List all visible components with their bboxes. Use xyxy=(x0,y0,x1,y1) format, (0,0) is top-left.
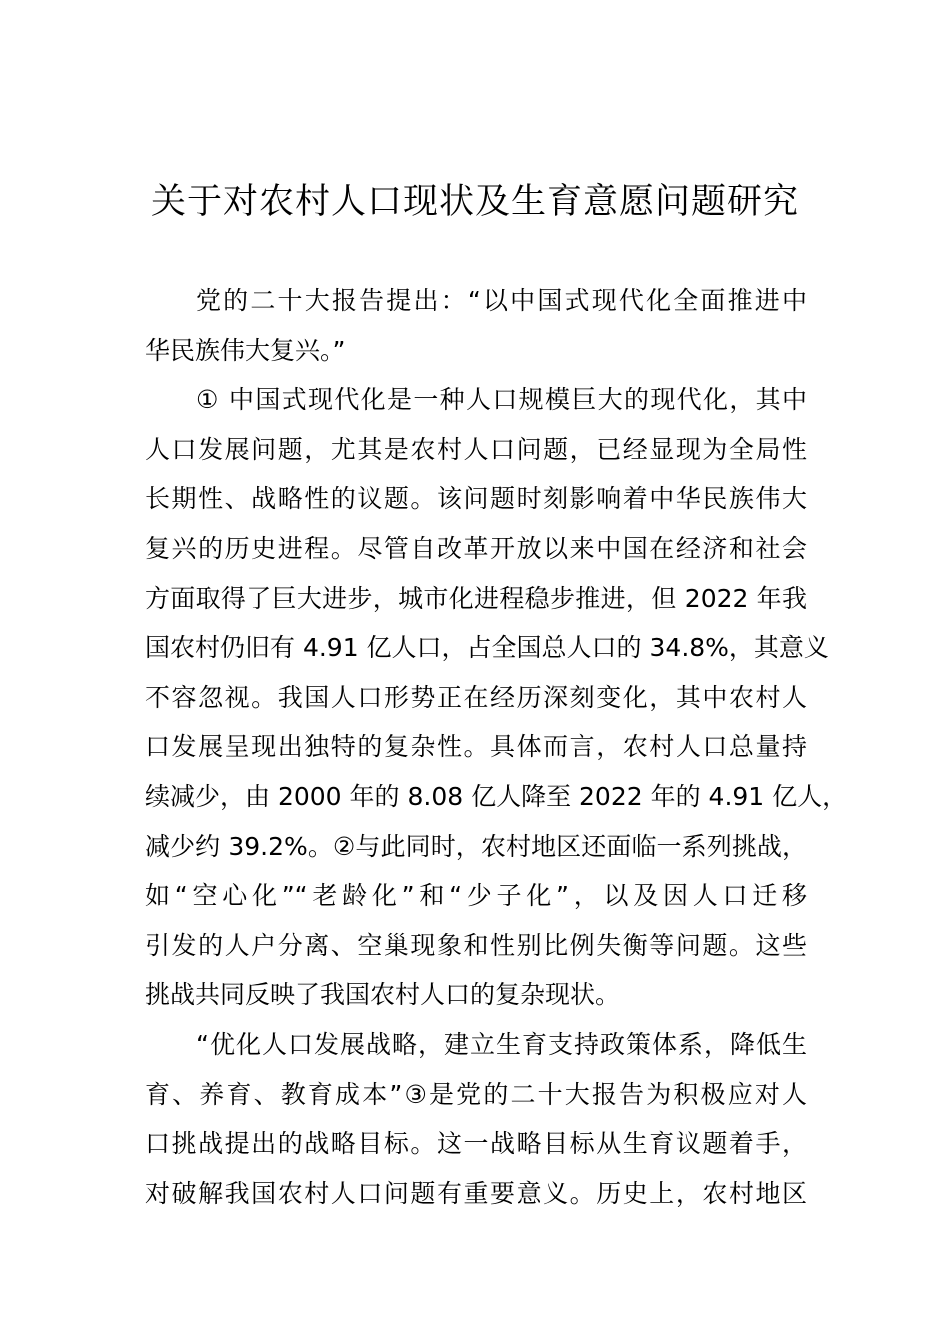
paragraph-2-line-10: 减少约 39.2%。②与此同时，农村地区还面临一系列挑战， xyxy=(145,831,807,861)
paragraph-2-line-1: ① 中国式现代化是一种人口规模巨大的现代化，其中 xyxy=(196,385,807,415)
paragraph-1-line-1: 党的二十大报告提出：“以中国式现代化全面推进中 xyxy=(196,286,807,315)
paragraph-2-line-6: 国农村仍旧有 4.91 亿人口，占全国总人口的 34.8%，其意义 xyxy=(145,633,829,663)
document-body xyxy=(145,276,848,1218)
paragraph-3-line-4: 对破解我国农村人口问题有重要意义。历史上，农村地区 xyxy=(145,1178,807,1208)
paragraph-2-line-12: 引发的人户分离、空巢现象和性别比例失衡等问题。这些 xyxy=(145,930,807,960)
paragraph-2-line-3: 长期性、战略性的议题。该问题时刻影响着中华民族伟大 xyxy=(145,484,807,514)
paragraph-3-line-2: 育、养育、教育成本”③是党的二十大报告为积极应对人 xyxy=(145,1079,807,1109)
paragraph-2-line-4: 复兴的历史进程。尽管自改革开放以来中国在经济和社会 xyxy=(145,533,807,563)
paragraph-2-line-5: 方面取得了巨大进步，城市化进程稳步推进，但 2022 年我 xyxy=(145,583,807,613)
paragraph-2-line-8: 口发展呈现出独特的复杂性。具体而言，农村人口总量持 xyxy=(145,732,807,762)
paragraph-2-line-9: 续减少，由 2000 年的 8.08 亿人降至 2022 年的 4.91 亿人， xyxy=(145,781,848,811)
paragraph-2-line-13: 挑战共同反映了我国农村人口的复杂现状。 xyxy=(145,980,621,1010)
document-title: 关于对农村人口现状及生育意愿问题研究 xyxy=(150,182,799,222)
paragraph-1-line-2: 华民族伟大复兴。” xyxy=(145,335,346,365)
paragraph-2-line-7: 不容忽视。我国人口形势正在经历深刻变化，其中农村人 xyxy=(145,682,807,712)
paragraph-2-line-2: 人口发展问题，尤其是农村人口问题，已经显现为全局性 xyxy=(145,434,807,464)
paragraph-3-line-3: 口挑战提出的战略目标。这一战略目标从生育议题着手， xyxy=(145,1129,807,1159)
paragraph-2-line-11: 如“空心化”“老龄化”和“少子化”，以及因人口迁移 xyxy=(145,881,807,911)
paragraph-3-line-1: “优化人口发展战略，建立生育支持政策体系，降低生 xyxy=(196,1029,807,1059)
